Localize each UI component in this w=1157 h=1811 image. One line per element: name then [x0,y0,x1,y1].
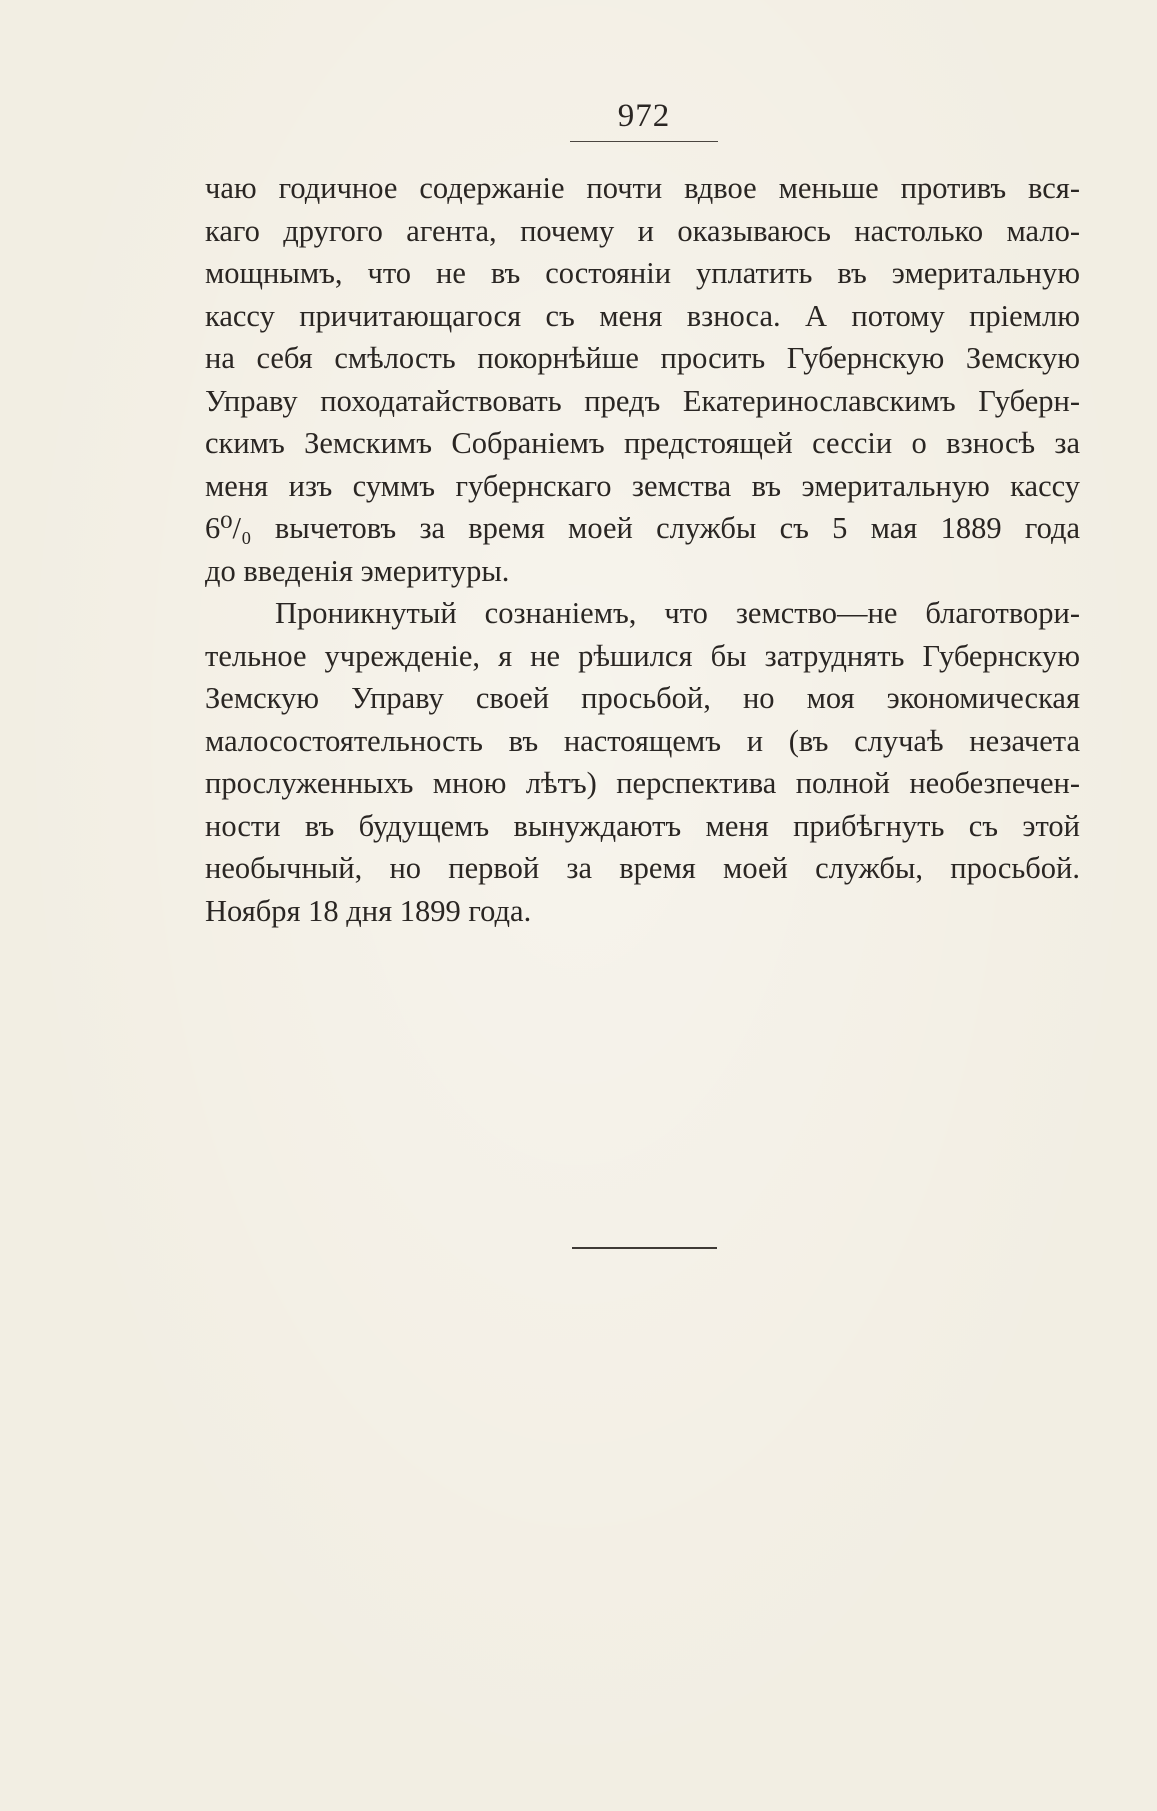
text-line: меня изъ суммъ губернскаго земства въ эмеритальную кассу [205,468,1080,503]
text-line: Земскую Управу своей просьбой, но моя экономическая [205,681,1080,715]
text-line: до введенія эмеритуры. [205,553,510,588]
text-line: кассу причитающагося съ меня взноса. А потому пріемлю [205,298,1080,333]
text-line: Проникнутый сознаніемъ, что земство—не благотвори- [275,596,1080,630]
text-line: необычный, но первой за время моей службы, просьбой. [205,851,1080,885]
text-line: скимъ Земскимъ Собраніемъ предстоящей сессіи о взносѣ за [205,426,1080,460]
paragraph-1 [205,167,1080,592]
section-end-rule [572,1247,717,1249]
text-line: чаю годичное содержаніе почти вдвое меньше противъ вся- [205,171,1080,205]
page-number: 972 [617,98,671,134]
text-line: тельное учрежденіе, я не рѣшился бы затруднять Губернскую [205,638,1080,673]
text-line: каго другого агента, почему и оказываюсь настолько мало- [205,213,1080,248]
page-number-rule [570,141,718,142]
body-text [205,167,1080,932]
text-line: на себя смѣлость покорнѣйше просить Губернскую Земскую [205,341,1080,375]
text-line: прослуженныхъ мною лѣтъ) перспектива полной необезпечен- [205,766,1080,800]
text-line: Ноября 18 дня 1899 года. [205,893,532,928]
text-line: 6⁰/₀ вычетовъ за время моей службы съ 5 мая 1889 года [205,511,1080,545]
text-line: Управу походатайствовать предъ Екатеринославскимъ Губерн- [205,383,1080,418]
text-line: ности въ будущемъ вынуждаютъ меня прибѣгнуть съ этой [205,808,1080,843]
paragraph-2 [205,592,1080,932]
text-line: малосостоятельность въ настоящемъ и (въ случаѣ незачета [205,723,1080,758]
text-line: мощнымъ, что не въ состояніи уплатить въ эмеритальную [205,256,1080,290]
